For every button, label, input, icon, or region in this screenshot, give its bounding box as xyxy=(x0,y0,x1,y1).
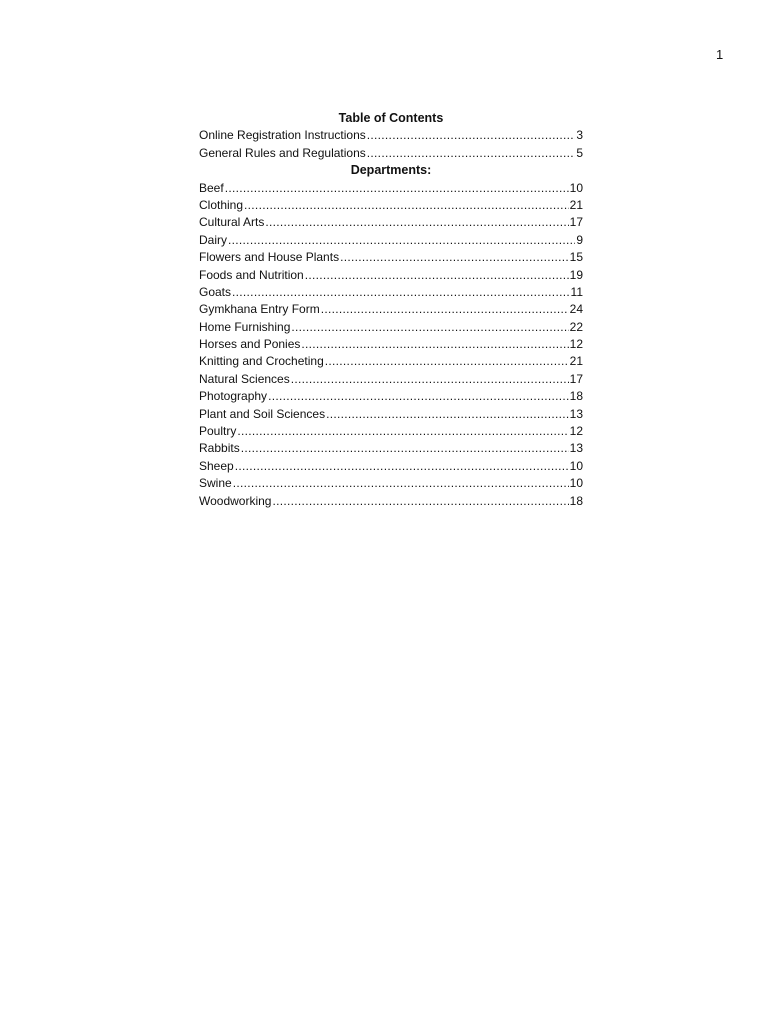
toc-entry[interactable] xyxy=(199,145,583,162)
toc-entry-page: 22 xyxy=(569,319,583,334)
dot-leader xyxy=(235,458,569,475)
toc-entry[interactable] xyxy=(199,406,583,423)
toc-entry-label: Horses and Ponies xyxy=(199,337,301,352)
toc-entry-page: 13 xyxy=(569,441,583,456)
toc-entry-label: Online Registration Instructions xyxy=(199,128,366,143)
dot-leader xyxy=(237,423,568,440)
dot-leader xyxy=(367,145,576,162)
toc-entry-label: Goats xyxy=(199,284,232,299)
toc-entry-page: 15 xyxy=(569,250,583,265)
toc-entry-label: Foods and Nutrition xyxy=(199,267,304,282)
toc-entry-page: 19 xyxy=(569,267,583,282)
page-number: 1 xyxy=(716,47,724,62)
dot-leader xyxy=(326,406,569,423)
toc-entry[interactable] xyxy=(199,493,583,510)
dot-leader xyxy=(321,301,569,318)
dot-leader xyxy=(241,440,569,457)
dot-leader xyxy=(305,267,569,284)
toc-entry-label: Poultry xyxy=(199,424,237,439)
toc-entry-label: Cultural Arts xyxy=(199,215,265,230)
toc-entry-page: 21 xyxy=(569,354,583,369)
toc-entry-page: 18 xyxy=(569,493,583,508)
toc-entry-label: Dairy xyxy=(199,232,228,247)
toc-entry-page: 17 xyxy=(569,371,583,386)
toc-entry-page: 5 xyxy=(576,145,583,160)
dot-leader xyxy=(232,284,570,301)
toc-entry-label: Home Furnishing xyxy=(199,319,291,334)
toc-entry-label: Photography xyxy=(199,389,268,404)
toc-entry-label: Beef xyxy=(199,180,224,195)
toc-entry-page: 17 xyxy=(569,215,583,230)
dot-leader xyxy=(340,249,569,266)
toc-general-list xyxy=(199,127,583,162)
dot-leader xyxy=(291,319,568,336)
toc-entry[interactable] xyxy=(199,336,583,353)
dot-leader xyxy=(268,388,569,405)
toc-entry-label: Gymkhana Entry Form xyxy=(199,302,320,317)
dot-leader xyxy=(291,371,569,388)
dot-leader xyxy=(325,353,569,370)
toc-entry-label: Plant and Soil Sciences xyxy=(199,406,326,421)
toc-entry-page: 11 xyxy=(570,284,583,299)
toc-entry-label: Sheep xyxy=(199,458,234,473)
dot-leader xyxy=(265,214,568,231)
toc-entry-label: Swine xyxy=(199,476,232,491)
toc-entry[interactable] xyxy=(199,423,583,440)
toc-entry[interactable] xyxy=(199,267,583,284)
dot-leader xyxy=(272,493,568,510)
toc-departments-list xyxy=(199,180,583,510)
toc-entry[interactable] xyxy=(199,371,583,388)
toc-entry[interactable] xyxy=(199,353,583,370)
toc-entry[interactable] xyxy=(199,475,583,492)
departments-heading: Departments: xyxy=(350,163,432,178)
toc-entry-label: General Rules and Regulations xyxy=(199,145,366,160)
toc-entry-label: Woodworking xyxy=(199,493,272,508)
toc-entry[interactable] xyxy=(199,214,583,231)
dot-leader xyxy=(225,180,569,197)
dot-leader xyxy=(244,197,569,214)
toc-entry[interactable] xyxy=(199,440,583,457)
toc-entry[interactable] xyxy=(199,301,583,318)
toc-entry-page: 9 xyxy=(576,232,583,247)
toc-title: Table of Contents xyxy=(338,111,444,125)
toc-entry-page: 3 xyxy=(576,128,583,143)
toc-entry-label: Flowers and House Plants xyxy=(199,250,340,265)
table-of-contents xyxy=(199,110,583,510)
toc-entry[interactable] xyxy=(199,197,583,214)
toc-entry-page: 24 xyxy=(569,302,583,317)
dot-leader xyxy=(233,475,569,492)
toc-entry-label: Natural Sciences xyxy=(199,371,290,386)
toc-entry[interactable] xyxy=(199,458,583,475)
toc-entry-page: 13 xyxy=(569,406,583,421)
toc-entry-page: 10 xyxy=(569,180,583,195)
toc-entry[interactable] xyxy=(199,388,583,405)
toc-entry[interactable] xyxy=(199,127,583,144)
toc-entry-label: Knitting and Crocheting xyxy=(199,354,324,369)
toc-entry[interactable] xyxy=(199,284,583,301)
toc-entry-label: Clothing xyxy=(199,197,244,212)
toc-entry-page: 12 xyxy=(569,424,583,439)
toc-entry-page: 21 xyxy=(569,197,583,212)
toc-entry-page: 18 xyxy=(569,389,583,404)
dot-leader xyxy=(301,336,568,353)
toc-entry[interactable] xyxy=(199,180,583,197)
toc-entry-page: 10 xyxy=(569,458,583,473)
dot-leader xyxy=(367,127,576,144)
toc-entry-page: 12 xyxy=(569,337,583,352)
toc-entry-page: 10 xyxy=(569,476,583,491)
toc-entry[interactable] xyxy=(199,319,583,336)
toc-entry[interactable] xyxy=(199,249,583,266)
toc-entry-label: Rabbits xyxy=(199,441,240,456)
toc-entry[interactable] xyxy=(199,232,583,249)
dot-leader xyxy=(228,232,575,249)
